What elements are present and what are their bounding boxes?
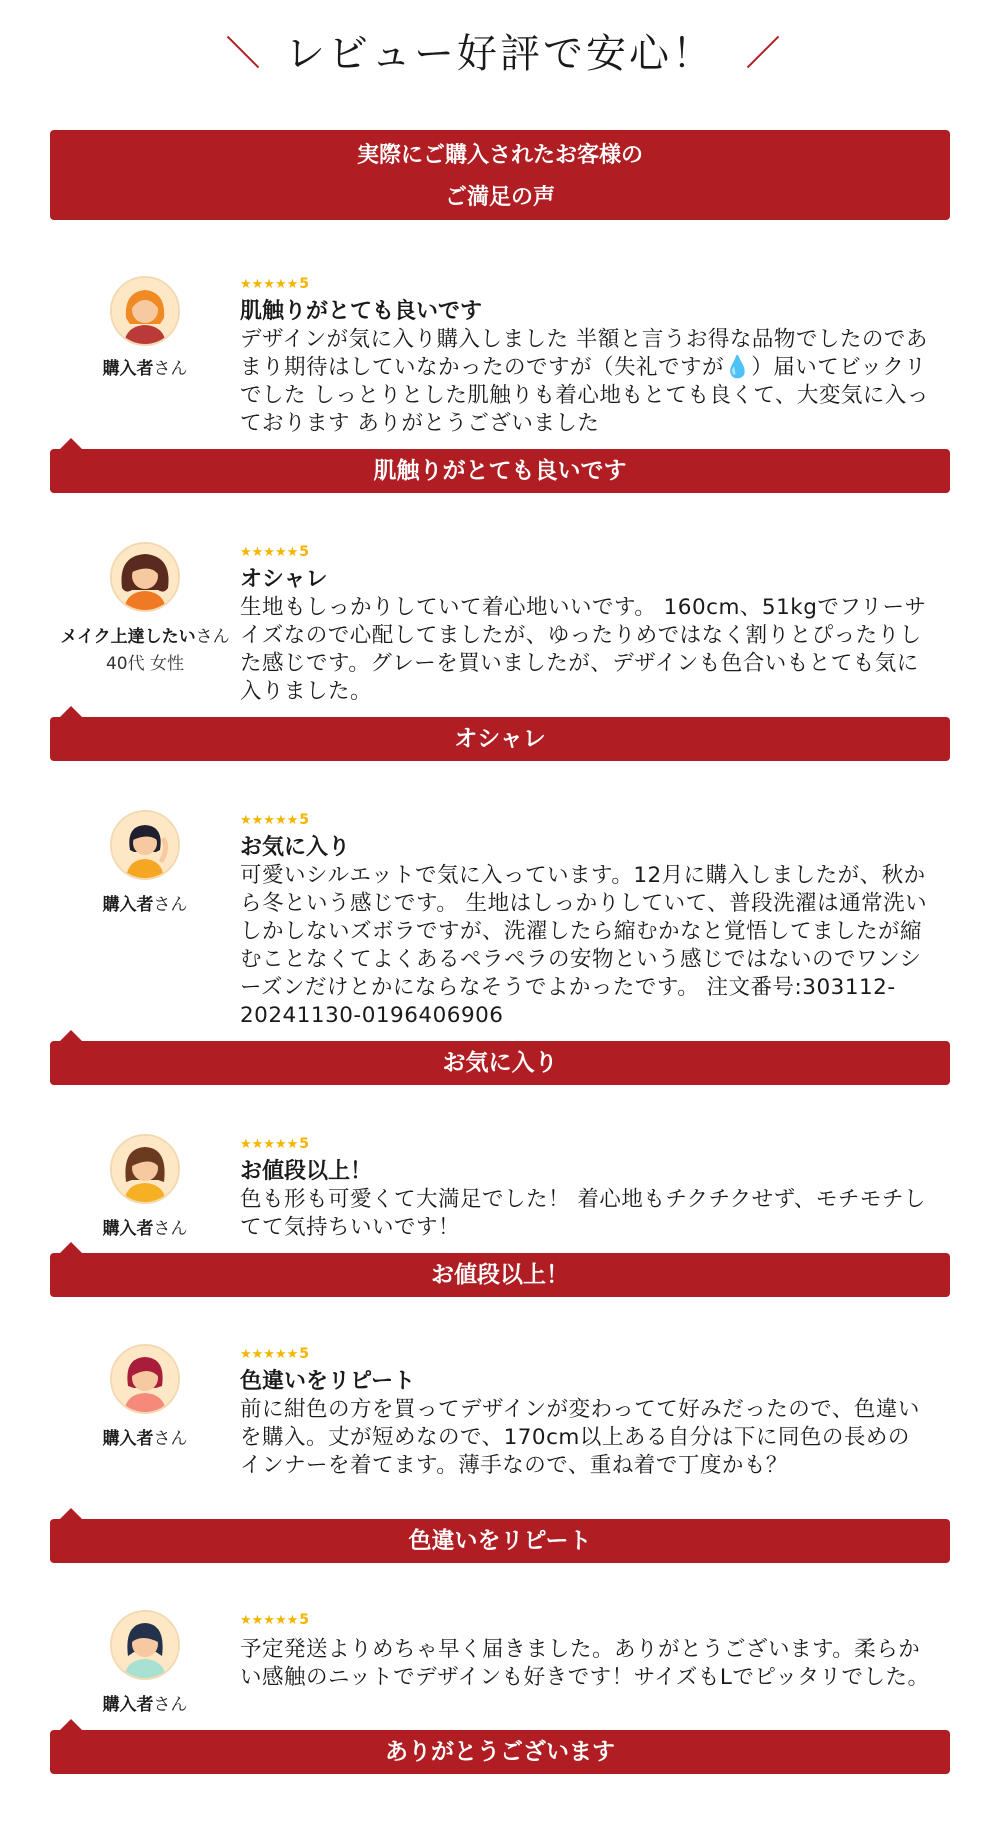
reviewer-name: 購入者さん [102, 359, 188, 379]
star-rating: ★★★★★5 [240, 544, 310, 560]
bar-notch [60, 1242, 82, 1253]
review-title: お値段以上！ [240, 1159, 373, 1184]
banner-line-1: 実際にご購入されたお客様の [356, 143, 643, 168]
woman-dark-hair-avatar [110, 1610, 180, 1680]
bar-notch [60, 438, 82, 449]
review-body: 前に紺色の方を買ってデザインが変わってて好みだったので、色違いを購入。丈が短めなので、170cm以上ある自分は下に同色の長めのインナーを着てます。薄手なので、重ね着で丁度かも？ [240, 1397, 920, 1478]
review-summary-bar: ありがとうございます [50, 1730, 950, 1774]
woman-curly-hair-avatar [110, 542, 180, 612]
bar-notch [60, 1508, 82, 1519]
review-summary-bar: オシャレ [50, 717, 950, 761]
page-title: レビュー好評で安心！ [285, 31, 715, 77]
bar-notch [60, 706, 82, 717]
woman-waving-avatar [110, 810, 180, 880]
reviewer-name: 購入者さん [102, 1429, 188, 1449]
review-body: 色も形も可愛くて大満足でした！ 着心地もチクチクせず、モチモチしてて気持ちいいです！ [240, 1187, 926, 1240]
star-rating: ★★★★★5 [240, 812, 310, 828]
review-body: デザインが気に入り購入しました 半額と言うお得な品物でしたのであまり期待はしていなかったのですが（失礼ですが💧）届いてビックリでした しっとりとした肌触りも着心地もとても良くて、大変気に入っております ありがとうございました [240, 327, 929, 436]
reviewer-name: 購入者さん [102, 895, 188, 915]
page-header [0, 0, 1000, 100]
review-summary-bar: お気に入り [50, 1041, 950, 1085]
review-title: お気に入り [240, 835, 351, 860]
reviewer-name: 購入者さん [102, 1219, 188, 1239]
woman-yellow-top-avatar [110, 1134, 180, 1204]
banner-line-2: ご満足の声 [444, 185, 555, 210]
star-rating: ★★★★★5 [240, 1136, 310, 1152]
review-title: 色違いをリピート [240, 1369, 416, 1394]
bar-notch [60, 1030, 82, 1041]
reviewer-demographic: 40代 女性 [105, 654, 185, 674]
review-body: 可愛いシルエットで気に入っています。12月に購入しましたが、秋から冬という感じです。 生地はしっかりしていて、普段洗濯は通常洗いしかしないズボラですが、洗濯したら縮むかなと覚悟してましたが縮むことなくてよくあるペラペラの安物という感じではないのでワンシーズンだけとかにならなそうでよかったです。 注文番号:303112-20241130-0196406906 [240, 863, 928, 1028]
woman-orange-hair-avatar [110, 276, 180, 346]
review-summary-bar: お値段以上！ [50, 1253, 950, 1297]
reviewer-name: メイク上達したいさん [60, 627, 230, 647]
review-body: 予定発送よりめちゃ早く届きました。ありがとうございます。柔らかい感触のニットでデザインも好きです！サイズもLでピッタリでした。 [240, 1637, 930, 1690]
star-rating: ★★★★★5 [240, 1612, 310, 1628]
review-summary-bar: 色違いをリピート [50, 1519, 950, 1563]
star-rating: ★★★★★5 [240, 276, 310, 292]
review-summary-bar: 肌触りがとても良いです [50, 449, 950, 493]
customer-voice-banner [50, 130, 950, 220]
woman-red-hair-avatar [110, 1344, 180, 1414]
star-rating: ★★★★★5 [240, 1346, 310, 1362]
review-title: 肌触りがとても良いです [240, 299, 483, 324]
review-body: 生地もしっかりしていて着心地いいです。 160cm、51kgでフリーサイズなので心配してましたが、ゆったりめではなく割りとぴったりした感じです。グレーを買いましたが、デザインも色合いもとても気に入りました。 [240, 595, 927, 704]
review-title: オシャレ [240, 567, 328, 592]
bar-notch [60, 1719, 82, 1730]
reviewer-name: 購入者さん [102, 1695, 188, 1715]
